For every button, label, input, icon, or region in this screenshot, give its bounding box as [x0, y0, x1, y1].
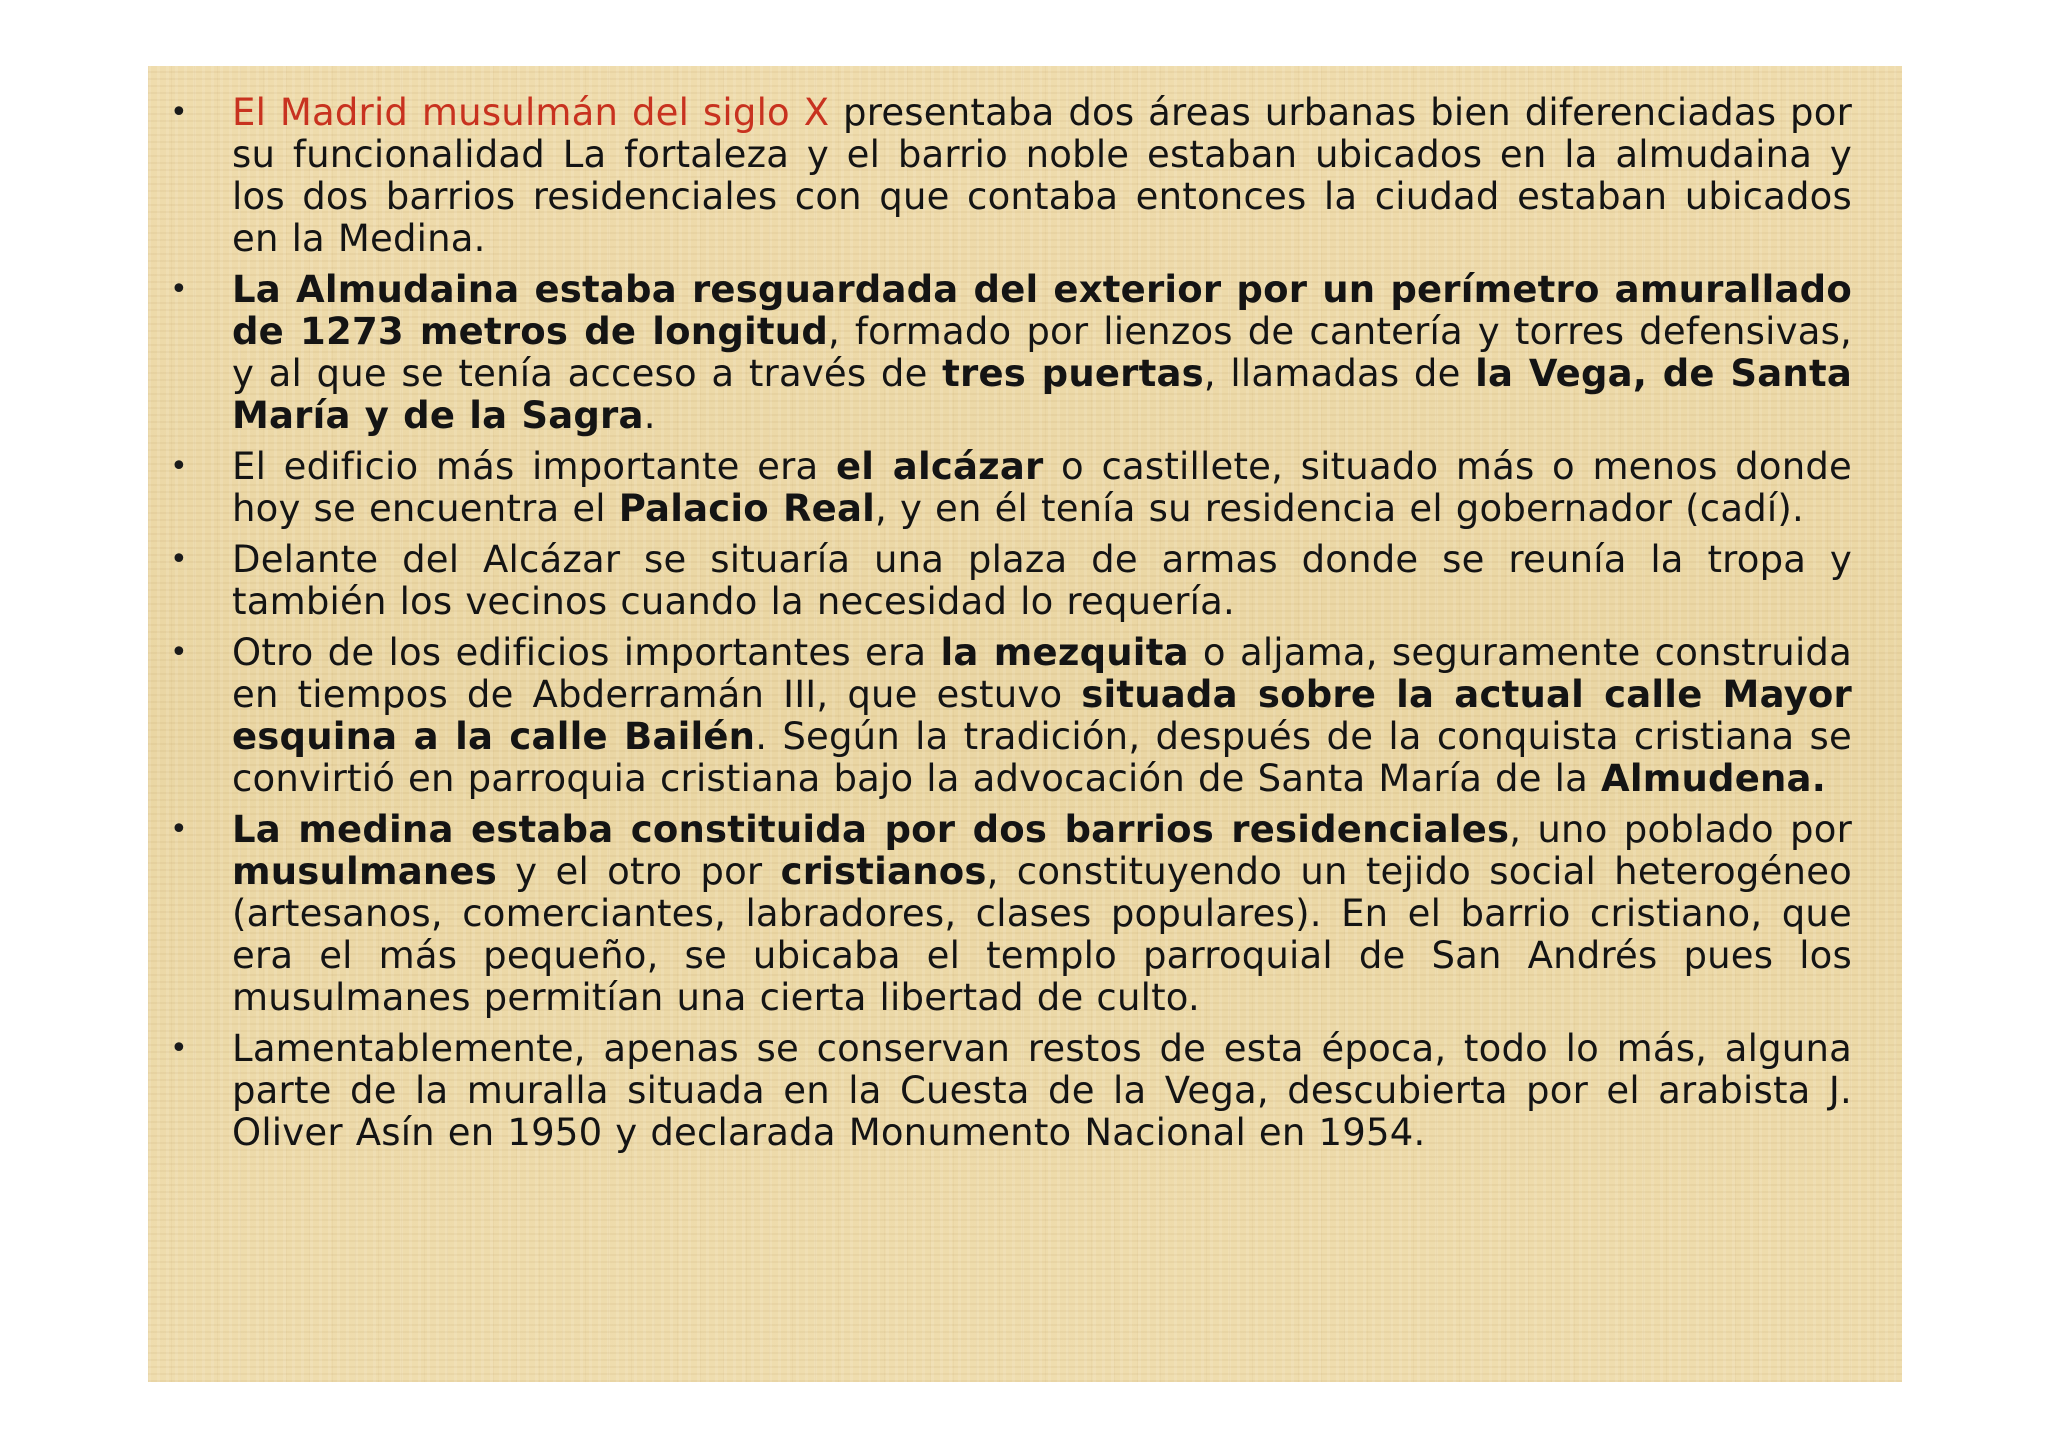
bullet-paragraph — [232, 269, 1852, 437]
bullet-item — [170, 631, 1852, 800]
bullet-paragraph — [232, 809, 1852, 1019]
text-segment: o aljama, seguramente construida en tiempos de Abderramán III, que estuvo — [232, 631, 1852, 716]
text-segment: presentaba dos áreas urbanas bien diferenciadas por su funcionalidad La fortaleza y el barrio noble estaban ubicados en la almudaina y los dos barrios residenciales con que contaba entonces la ciudad estaban ubicados en la Medina. — [232, 91, 1852, 260]
bold-text: la Vega, de Santa María y de la Sagra — [232, 352, 1853, 437]
text-segment: El edificio más importante era — [232, 445, 836, 488]
bold-text: tres puertas — [942, 352, 1204, 395]
text-segment: Otro de los edificios importantes era — [232, 631, 941, 674]
text-segment: , uno poblado por — [1509, 808, 1852, 851]
bold-text: Almudena. — [1601, 757, 1826, 800]
bullet-paragraph — [232, 446, 1852, 530]
bullet-marker: • — [170, 1031, 188, 1066]
bullet-marker: • — [170, 449, 188, 484]
bullet-paragraph — [232, 92, 1852, 260]
bullet-item — [170, 445, 1852, 530]
bullet-paragraph — [232, 632, 1852, 800]
bold-text: el alcázar — [835, 445, 1044, 488]
bullet-marker: • — [170, 542, 188, 577]
bold-text: cristianos — [780, 850, 987, 893]
text-segment: y el otro por — [496, 850, 781, 893]
text-segment: Lamentablemente, apenas se conservan restos de esta época, todo lo más, alguna parte de la muralla situada en la Cuesta de la Vega, descubierta por el arabista J. Oliver Asín en 1950 y declarada Monumento Nacional en 1954. — [232, 1027, 1852, 1154]
bullet-paragraph — [232, 1028, 1852, 1154]
text-segment: . Según la tradición, después de la conquista cristiana se convirtió en parroquia cristiana bajo la advocación de Santa María de la — [232, 715, 1852, 800]
text-segment: , llamadas de — [1203, 352, 1476, 395]
bullet-marker: • — [170, 812, 188, 847]
highlighted-text: El Madrid musulmán del siglo X — [232, 91, 830, 134]
text-segment: , y en él tenía su residencia el gobernador (cadí). — [875, 487, 1804, 530]
bullet-item — [170, 808, 1852, 1019]
text-segment: Delante del Alcázar se situaría una plaza de armas donde se reunía la tropa y también los vecinos cuando la necesidad lo requería. — [232, 538, 1852, 623]
bullet-item — [170, 91, 1852, 260]
text-segment: , formado por lienzos de cantería y torres defensivas, y al que se tenía acceso a través de — [232, 310, 1853, 395]
text-segment: o castillete, situado más o menos donde hoy se encuentra el — [232, 445, 1852, 530]
bullet-marker: • — [170, 95, 188, 130]
bullet-marker: • — [170, 272, 188, 307]
bullet-item — [170, 268, 1853, 437]
bold-text: la mezquita — [940, 631, 1189, 674]
bold-text: La medina estaba constituida por dos barrios residenciales — [232, 808, 1510, 851]
text-segment: . — [643, 394, 656, 437]
slide — [148, 66, 1902, 1382]
bold-text: musulmanes — [232, 850, 497, 893]
bullet-item — [170, 1027, 1852, 1154]
bold-text: situada sobre la actual calle Mayor esquina a la calle Bailén — [232, 673, 1852, 758]
text-segment: , constituyendo un tejido social heterogéneo (artesanos, comerciantes, labradores, clases populares). En el barrio cristiano, que era el más pequeño, se ubicaba el templo parroquial de San Andrés pues los musulmanes permitían una cierta libertad de culto. — [232, 850, 1852, 1019]
bold-text: La Almudaina estaba resguardada del exterior por un perímetro amurallado de 1273 metros de longitud — [232, 268, 1852, 353]
bold-text: Palacio Real — [618, 487, 876, 530]
bullet-paragraph — [232, 539, 1852, 623]
bullet-list — [170, 91, 1853, 1163]
bullet-item — [170, 538, 1852, 623]
bullet-marker: • — [170, 635, 188, 670]
